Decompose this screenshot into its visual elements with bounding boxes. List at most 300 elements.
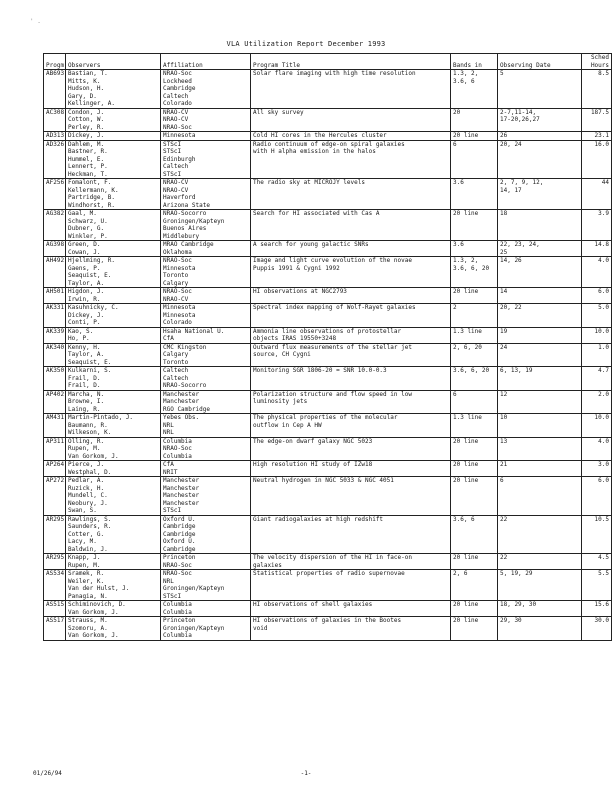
program-title-cell <box>251 108 451 132</box>
sched-hours-cell: 10.0 <box>582 327 612 343</box>
affiliation-cell-line: MRAO Cambridge <box>163 241 214 248</box>
observers-cell-line: Kasuhnicky, C. <box>68 304 119 311</box>
observers-cell <box>66 477 161 516</box>
observing-date-cell <box>498 327 582 343</box>
affiliation-cell-line: NRL <box>163 421 174 429</box>
observing-date-cell <box>498 601 582 617</box>
program-code: AB693 <box>44 70 66 109</box>
bands-cell-line: 1.3 line <box>453 327 482 335</box>
affiliation-cell-line: Columbia <box>163 608 192 616</box>
program-title-cell <box>251 414 451 438</box>
header-bands: Bands in <box>451 54 498 70</box>
program-code: AP264 <box>44 461 66 477</box>
observers-cell-line: Van Gorkom, J. <box>68 608 119 616</box>
observing-date-cell-line: 25 <box>500 248 508 256</box>
bands-cell-line: 3.6, 6, 20 <box>453 367 490 374</box>
program-title-cell <box>251 241 451 257</box>
observers-cell-line: Baumann, R. <box>68 421 108 429</box>
affiliation-cell <box>161 515 251 554</box>
observing-date-cell <box>498 343 582 367</box>
observers-cell-line: Knapp, J. <box>68 554 101 561</box>
observing-date-cell-line: 5 <box>500 70 504 77</box>
observers-cell-line: Rupen, M. <box>68 561 101 569</box>
observing-date-cell-line: 22, 23, 24, <box>500 241 540 248</box>
observers-cell-line: Rawlings, S. <box>68 515 112 523</box>
table-row <box>44 601 612 617</box>
observers-cell-line: Van Gorkom, J. <box>68 452 119 460</box>
observing-date-cell <box>498 241 582 257</box>
affiliation-cell-line: Groningen/Kapteyn <box>163 585 225 592</box>
bands-cell-line: 3.6, 6, 20 <box>453 264 490 272</box>
observers-cell-line: Olling, R. <box>68 437 105 445</box>
program-title-cell <box>251 304 451 328</box>
affiliation-cell-line: Manchester <box>163 390 200 398</box>
affiliation-cell-line: NRAO-Socorro <box>163 382 207 389</box>
table-row <box>44 70 612 109</box>
observers-cell-line: Winkler, P. <box>68 232 108 240</box>
bands-cell-line: 20 line <box>453 554 479 561</box>
program-title-cell-line: The radio sky at MICROJY levels <box>253 179 365 186</box>
table-row <box>44 140 612 179</box>
bands-cell <box>451 257 498 288</box>
program-code: AH492 <box>44 257 66 288</box>
program-title-cell-line: Outward flux measurements of the stellar jet <box>253 343 412 351</box>
affiliation-cell-line: Minnesota <box>163 264 196 272</box>
affiliation-cell-line: Manchester <box>163 398 200 405</box>
observers-cell <box>66 461 161 477</box>
observers-cell-line: Irwin, R. <box>68 295 101 303</box>
observing-date-cell-line: 24 <box>500 343 508 351</box>
table-row <box>44 288 612 304</box>
observing-date-cell <box>498 554 582 570</box>
program-title-cell-line: Spectral index mapping of Wolf-Rayet galaxies <box>253 304 416 311</box>
observers-cell-line: Panagia, N. <box>68 592 108 600</box>
affiliation-cell-line: Edinburgh <box>163 155 196 163</box>
observers-cell-line: Saunders, R. <box>68 523 112 530</box>
observers-cell <box>66 617 161 641</box>
header-observers: Observers <box>66 54 161 70</box>
bands-cell-line: 20 line <box>453 132 479 139</box>
observers-cell-line: Marcha, N. <box>68 390 105 398</box>
program-title-cell <box>251 437 451 461</box>
observers-cell <box>66 179 161 210</box>
bands-cell-line: 20 line <box>453 210 479 217</box>
observers-cell <box>66 601 161 617</box>
bands-cell <box>451 601 498 617</box>
observers-cell-line: Heckman, T. <box>68 170 108 178</box>
affiliation-cell-line: Lockheed <box>163 77 192 85</box>
sched-hours-cell: 44 <box>582 179 612 210</box>
observers-cell <box>66 390 161 414</box>
affiliation-cell-line: Minnesota <box>163 132 196 139</box>
observers-cell <box>66 414 161 438</box>
observers-cell <box>66 140 161 179</box>
observers-cell-line: Taylor, A. <box>68 279 105 287</box>
table-row <box>44 327 612 343</box>
affiliation-cell-line: NRAO-Socorro <box>163 210 207 217</box>
observers-cell <box>66 241 161 257</box>
affiliation-cell-line: Toronto <box>163 272 189 279</box>
table-row <box>44 179 612 210</box>
footer-page-number: -1- <box>300 770 312 777</box>
bands-cell <box>451 461 498 477</box>
bands-cell-line: 3.6, 6 <box>453 77 475 85</box>
sched-hours-cell: 8.5 <box>582 70 612 109</box>
table-row <box>44 241 612 257</box>
program-code: AR295 <box>44 515 66 554</box>
program-title-cell-line: The physical properties of the molecular <box>253 414 398 421</box>
page-title: VLA Utilization Report December 1993 <box>226 40 386 48</box>
affiliation-cell-line: Caltech <box>163 163 189 170</box>
program-title-cell-line: All sky survey <box>253 108 304 116</box>
observing-date-cell <box>498 414 582 438</box>
affiliation-cell-line: Groningen/Kapteyn <box>163 217 225 225</box>
observers-cell-line: Cowan, J. <box>68 248 101 256</box>
observers-cell-line: Wilkeson, K. <box>68 429 112 436</box>
bands-cell-line: 20 line <box>453 617 479 624</box>
observers-cell-line: Ruzick, H. <box>68 484 105 492</box>
program-code: AP272 <box>44 477 66 516</box>
sched-hours-cell: 2.0 <box>582 390 612 414</box>
affiliation-cell-line: Manchester <box>163 484 200 492</box>
observing-date-cell <box>498 477 582 516</box>
affiliation-cell-line: NRAO-Soc <box>163 570 192 577</box>
affiliation-cell-line: Oxford U. <box>163 515 196 523</box>
program-title-cell <box>251 179 451 210</box>
program-title-cell-line: A search for young galactic SNRs <box>253 241 369 248</box>
observers-cell-line: Taylor, A. <box>68 351 105 358</box>
program-title-cell-line: Puppis 1991 & Cygni 1992 <box>253 264 340 272</box>
table-row <box>44 304 612 328</box>
affiliation-cell-line: Princeton <box>163 554 196 561</box>
affiliation-cell-line: Toronto <box>163 358 189 366</box>
observers-cell <box>66 288 161 304</box>
observers-cell-line: Higdon, J. <box>68 288 105 295</box>
bands-cell-line: 20 line <box>453 601 479 608</box>
observers-cell-line: Green, D. <box>68 241 101 248</box>
affiliation-cell <box>161 108 251 132</box>
observers-cell-line: Gaal, M. <box>68 210 97 217</box>
observers-cell <box>66 327 161 343</box>
affiliation-cell <box>161 70 251 109</box>
observing-date-cell-line: 18 <box>500 210 508 217</box>
observers-cell <box>66 257 161 288</box>
affiliation-cell-line: NRL <box>163 429 174 436</box>
observing-date-cell <box>498 257 582 288</box>
observing-date-cell-line: 2, 7, 9, 12, <box>500 179 544 186</box>
observers-cell-line: Kellermann, K. <box>68 186 119 194</box>
affiliation-cell-line: Princeton <box>163 617 196 624</box>
affiliation-cell-line: Minnesota <box>163 311 196 319</box>
bands-cell <box>451 390 498 414</box>
affiliation-cell-line: NRAO-Soc <box>163 70 192 77</box>
program-code: AR295 <box>44 554 66 570</box>
observers-cell <box>66 132 161 141</box>
program-code: AM431 <box>44 414 66 438</box>
affiliation-cell-line: Calgary <box>163 279 189 287</box>
observers-cell-line: Strauss, M. <box>68 617 108 624</box>
affiliation-cell-line: Yebes Obs. <box>163 414 200 421</box>
sched-hours-cell: 10.0 <box>582 414 612 438</box>
table-row <box>44 367 612 391</box>
observing-date-cell-line: 20, 22 <box>500 304 522 311</box>
program-title-cell-line: HI observations of galaxies in the Bootes <box>253 617 402 624</box>
observers-cell-line: Pedlar, A. <box>68 477 105 484</box>
bands-cell <box>451 367 498 391</box>
program-code: AC308 <box>44 108 66 132</box>
table-row <box>44 437 612 461</box>
observers-cell-line: Dahlem, M. <box>68 140 105 148</box>
observing-date-cell-line: 17-20,26,27 <box>500 116 540 123</box>
observers-cell-line: Swan, S. <box>68 507 97 514</box>
bands-cell <box>451 515 498 554</box>
affiliation-cell <box>161 601 251 617</box>
program-code: AK331 <box>44 304 66 328</box>
sched-hours-cell: 15.6 <box>582 601 612 617</box>
header-observing-date: Observing Date <box>498 54 582 70</box>
footer-date: 01/26/94 <box>33 770 62 777</box>
table-row <box>44 570 612 601</box>
affiliation-cell-line: STScI <box>163 507 182 514</box>
bands-cell-line: 2, 6 <box>453 570 468 577</box>
affiliation-cell-line: Cambridge <box>163 530 196 538</box>
program-code: AS517 <box>44 617 66 641</box>
bands-cell <box>451 343 498 367</box>
program-title-cell-line: Statistical properties of radio supernovae <box>253 570 405 577</box>
program-title-cell <box>251 601 451 617</box>
header-affiliation: Affiliation <box>161 54 251 70</box>
program-title-cell-line: Cold HI cores in the Hercules cluster <box>253 132 387 139</box>
observers-cell-line: Lacy, M. <box>68 538 97 545</box>
observing-date-cell <box>498 132 582 141</box>
observers-cell-line: Schiminovich, D. <box>68 601 126 608</box>
observing-date-cell-line: 21 <box>500 461 508 468</box>
program-title-cell-line: High resolution HI study of IZw18 <box>253 461 373 468</box>
observers-cell-line: Hudson, H. <box>68 85 105 92</box>
observers-cell-line: Dickey, J. <box>68 311 105 319</box>
affiliation-cell-line: Hsaha National U. <box>163 327 225 335</box>
observers-cell-line: Browne, I. <box>68 398 105 405</box>
program-title-cell <box>251 257 451 288</box>
program-code: AF256 <box>44 179 66 210</box>
sched-hours-cell: 1.0 <box>582 343 612 367</box>
observers-cell <box>66 70 161 109</box>
affiliation-cell <box>161 367 251 391</box>
program-title-cell-line: The edge-on dwarf galaxy NGC 5023 <box>253 437 373 445</box>
program-title-cell-line: Giant radiogalaxies at high redshift <box>253 515 384 523</box>
program-title-cell <box>251 477 451 516</box>
program-title-cell-line: HI observations at NGC2793 <box>253 288 347 295</box>
affiliation-cell-line: Middlebury <box>163 232 200 240</box>
observing-date-cell-line: 14 <box>500 288 508 295</box>
observing-date-cell-line: 22 <box>500 554 508 561</box>
observers-cell-line: Seaquist, E. <box>68 272 112 279</box>
observing-date-cell-line: 29, 30 <box>500 617 522 624</box>
program-title-cell-line: The velocity dispersion of the HI in face-on <box>253 554 412 561</box>
sched-hours-cell: 3.0 <box>582 461 612 477</box>
observers-cell-line: Perley, R. <box>68 123 105 131</box>
program-title-cell-line: Monitoring SGR 1806-20 = SNR 10.0-0.3 <box>253 367 387 374</box>
sched-hours-cell: 16.0 <box>582 140 612 179</box>
program-code: AG382 <box>44 210 66 241</box>
program-code: AD313 <box>44 132 66 141</box>
table-row <box>44 515 612 554</box>
observing-date-cell-line: 6 <box>500 477 504 484</box>
observers-cell <box>66 437 161 461</box>
program-title-cell-line: Image and light curve evolution of the novae <box>253 257 412 264</box>
observers-cell-line: Kenny, H. <box>68 343 101 351</box>
affiliation-cell-line: NRIT <box>163 468 178 476</box>
observing-date-cell <box>498 461 582 477</box>
affiliation-cell-line: RGO Cambridge <box>163 405 210 413</box>
affiliation-cell-line: Colorado <box>163 100 192 107</box>
observing-date-cell-line: 5, 19, 29 <box>500 570 533 577</box>
affiliation-cell-line: STScI <box>163 148 182 155</box>
observers-cell-line: Neobury, J. <box>68 499 108 507</box>
program-title-cell-line: Neutral hydrogen in NGC 5033 & NGC 4051 <box>253 477 394 484</box>
affiliation-cell <box>161 437 251 461</box>
affiliation-cell <box>161 179 251 210</box>
program-code: AP402 <box>44 390 66 414</box>
affiliation-cell-line: Cambridge <box>163 85 196 92</box>
bands-cell-line: 1.3, 2, <box>453 70 479 77</box>
utilization-table <box>43 53 612 641</box>
sched-hours-cell: 30.0 <box>582 617 612 641</box>
affiliation-cell-line: NRAO-CV <box>163 186 189 194</box>
program-title-cell <box>251 70 451 109</box>
sched-hours-cell: 4.0 <box>582 437 612 461</box>
program-title-cell <box>251 367 451 391</box>
affiliation-cell-line: Calgary <box>163 351 189 358</box>
affiliation-cell <box>161 140 251 179</box>
observing-date-cell <box>498 108 582 132</box>
sched-hours-cell: 4.0 <box>582 257 612 288</box>
header-sched-hours: Sched Hours <box>582 54 612 70</box>
bands-cell-line: 2, 6, 20 <box>453 343 482 351</box>
bands-cell <box>451 140 498 179</box>
observing-date-cell <box>498 515 582 554</box>
affiliation-cell-line: NRAO-CV <box>163 108 189 116</box>
program-code: AK339 <box>44 327 66 343</box>
observing-date-cell <box>498 288 582 304</box>
observers-cell-line: Westphal, D. <box>68 468 112 476</box>
table-row <box>44 477 612 516</box>
program-code: AS515 <box>44 601 66 617</box>
sched-hours-cell: 10.5 <box>582 515 612 554</box>
observers-cell-line: Weiler, K. <box>68 577 105 585</box>
bands-cell-line: 6 <box>453 140 457 148</box>
observers-cell <box>66 367 161 391</box>
bands-cell <box>451 414 498 438</box>
table-row <box>44 390 612 414</box>
affiliation-cell <box>161 327 251 343</box>
observing-date-cell <box>498 390 582 414</box>
program-title-cell-line: galaxies <box>253 561 282 569</box>
bands-cell <box>451 108 498 132</box>
program-title-cell <box>251 210 451 241</box>
observers-cell <box>66 515 161 554</box>
header-program-title: Program Title <box>251 54 451 70</box>
observers-cell-line: Dubner, G. <box>68 225 105 232</box>
program-title-cell <box>251 390 451 414</box>
observers-cell <box>66 210 161 241</box>
program-title-cell-line: with H alpha emission in the halos <box>253 148 376 155</box>
observing-date-cell-line: 13 <box>500 437 508 445</box>
bands-cell-line: 20 line <box>453 437 479 445</box>
program-title-cell-line: void <box>253 624 268 632</box>
program-title-cell-line: Search for HI associated with Cas A <box>253 210 380 217</box>
observers-cell-line: Dickey, J. <box>68 132 105 139</box>
affiliation-cell-line: Caltech <box>163 374 189 382</box>
observers-cell-line: Kellinger, A. <box>68 100 115 107</box>
affiliation-cell-line: Manchester <box>163 477 200 484</box>
program-title-cell <box>251 343 451 367</box>
program-code: AS534 <box>44 570 66 601</box>
affiliation-cell <box>161 210 251 241</box>
observing-date-cell <box>498 179 582 210</box>
table-row <box>44 257 612 288</box>
program-title-cell <box>251 554 451 570</box>
program-title-cell-line: objects IRAS 19550+3248 <box>253 335 337 342</box>
sched-hours-cell: 6.0 <box>582 477 612 516</box>
observers-cell-line: Kao, S. <box>68 327 94 335</box>
table-row <box>44 554 612 570</box>
affiliation-cell-line: Oxford U. <box>163 538 196 545</box>
observers-cell-line: Gary, D. <box>68 92 97 100</box>
bands-cell-line: 20 line <box>453 461 479 468</box>
affiliation-cell-line: Caltech <box>163 367 189 374</box>
affiliation-cell-line: Buenos Aires <box>163 225 207 232</box>
affiliation-cell-line: Manchester <box>163 499 200 507</box>
affiliation-cell-line: NRAO-Soc <box>163 257 192 264</box>
observing-date-cell-line: 2-7,11-14, <box>500 108 537 116</box>
observers-cell-line: Mitts, K. <box>68 77 101 85</box>
program-code: AD326 <box>44 140 66 179</box>
bands-cell <box>451 554 498 570</box>
sched-hours-cell: 187.5 <box>582 108 612 132</box>
observing-date-cell-line: 10 <box>500 414 508 421</box>
table-row <box>44 461 612 477</box>
affiliation-cell-line: Cambridge <box>163 545 196 553</box>
affiliation-cell <box>161 477 251 516</box>
observers-cell-line: Martin-Pintado, J. <box>68 414 134 421</box>
observers-cell-line: Bastner, R. <box>68 148 108 155</box>
affiliation-cell-line: Columbia <box>163 452 192 460</box>
program-code: AK350 <box>44 367 66 391</box>
observers-cell-line: Hummel, E. <box>68 155 105 163</box>
table-row <box>44 132 612 141</box>
program-title-cell-line: Ammonia line observations of protostellar <box>253 327 402 335</box>
affiliation-cell-line: STScI <box>163 592 182 600</box>
affiliation-cell-line: Groningen/Kapteyn <box>163 624 225 632</box>
affiliation-cell <box>161 390 251 414</box>
program-title-cell-line: luminosity jets <box>253 398 308 405</box>
program-title-cell-line: source, CH Cygni <box>253 351 311 358</box>
observers-cell <box>66 570 161 601</box>
program-title-cell-line: outflow in Cep A HW <box>253 421 322 429</box>
observing-date-cell <box>498 367 582 391</box>
program-title-cell <box>251 132 451 141</box>
affiliation-cell-line: NRAO-CV <box>163 295 189 303</box>
table-row <box>44 210 612 241</box>
affiliation-cell <box>161 554 251 570</box>
table-row <box>44 617 612 641</box>
table-row <box>44 414 612 438</box>
bands-cell <box>451 179 498 210</box>
affiliation-cell-line: Caltech <box>163 92 189 100</box>
affiliation-cell-line: NRAO-CV <box>163 179 189 186</box>
table-header-row <box>44 54 612 70</box>
